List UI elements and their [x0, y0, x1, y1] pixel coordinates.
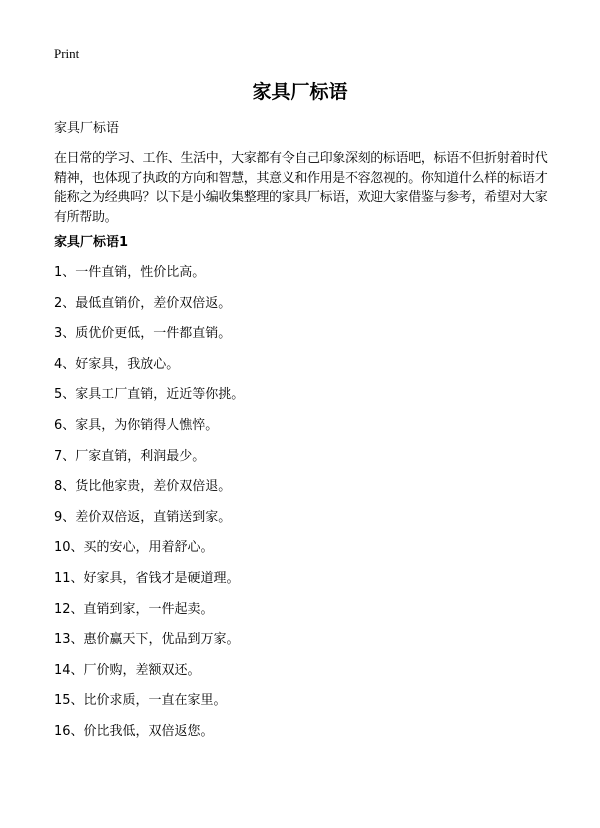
slogan-item: 8、货比他家贵，差价双倍退。	[54, 479, 232, 495]
slogan-list	[54, 264, 244, 754]
slogan-item: 7、厂家直销，利润最少。	[54, 448, 206, 464]
slogan-item: 11、好家具，省钱才是硬道理。	[54, 570, 240, 586]
slogan-item: 12、直销到家，一件起卖。	[54, 601, 214, 617]
slogan-item: 4、好家具，我放心。	[54, 356, 180, 372]
slogan-item: 10、买的安心，用着舒心。	[54, 540, 214, 556]
print-link[interactable]: Print	[54, 46, 80, 61]
slogan-item: 1、一件直销，性价比高。	[54, 265, 206, 280]
slogan-item: 2、最低直销价，差价双倍返。	[54, 295, 232, 311]
intro-paragraph: 在日常的学习、工作、生活中，大家都有令自己印象深刻的标语吧，标语不但折射着时代精神，也体现了执政的方向和智慧，其意义和作用是不容忽视的。你知道什么样的标语才能称之为经典吗？以下是小编收集整理的家具厂标语，欢迎大家借鉴与参考，希望对大家有所帮助。	[54, 151, 548, 225]
slogan-item: 3、质优价更低，一件都直销。	[54, 326, 232, 342]
document-subtitle: 家具厂标语	[54, 121, 120, 136]
slogan-item: 13、惠价赢天下，优品到万家。	[54, 632, 240, 648]
page-title: 家具厂标语	[252, 81, 348, 103]
section-heading: 家具厂标语1	[54, 235, 129, 250]
slogan-item: 5、家具工厂直销，近近等你挑。	[54, 387, 245, 403]
slogan-item: 16、价比我低，双倍返您。	[54, 723, 214, 739]
slogan-item: 9、差价双倍返，直销送到家。	[54, 509, 232, 525]
slogan-item: 6、家具，为你销得人憔悴。	[54, 417, 219, 433]
slogan-item: 15、比价求质，一直在家里。	[54, 693, 227, 709]
slogan-item: 14、厂价购，差额双还。	[54, 662, 201, 678]
